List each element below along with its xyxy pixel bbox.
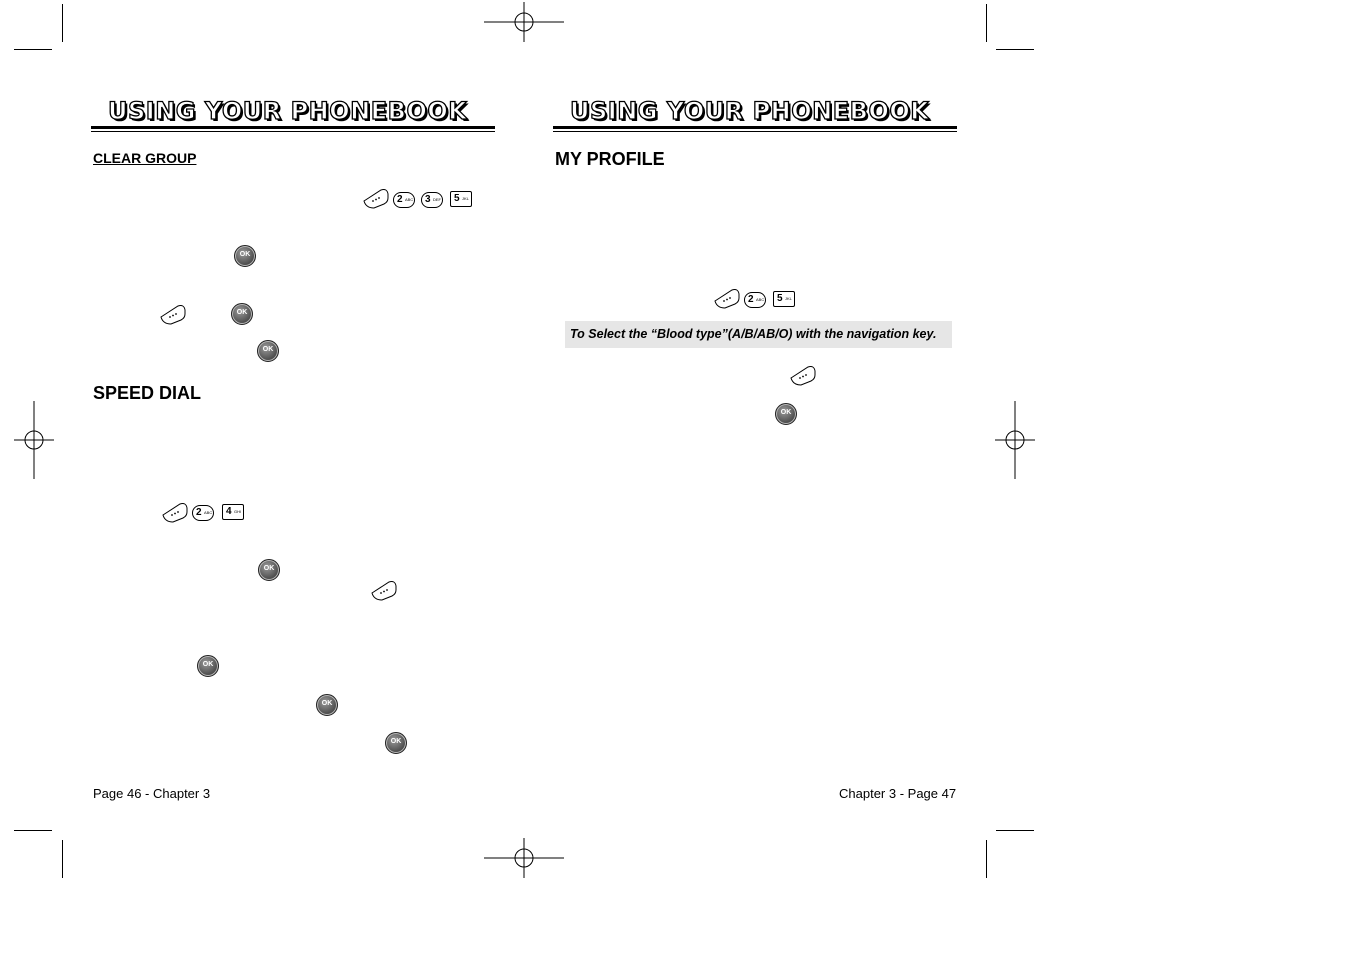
ok-key-label: OK (202, 661, 214, 668)
ok-key-icon (775, 403, 797, 425)
page-footer-right: Chapter 3 - Page 47 (839, 786, 957, 801)
key-5-label: 5 (777, 293, 783, 304)
title-rule-left-thin (91, 131, 495, 132)
key-3-letters: DEF (433, 197, 441, 202)
key-4-label: 4 (226, 506, 232, 517)
ok-key-label: OK (262, 346, 274, 353)
menu-soft-key-icon (161, 502, 189, 524)
ok-key-icon (197, 655, 219, 677)
my-profile-heading: MY PROFILE (555, 149, 665, 169)
key-3-label: 3 (425, 194, 431, 205)
title-rule-left (91, 126, 495, 129)
ok-key-icon (258, 559, 280, 581)
registration-mark-right (995, 401, 1035, 479)
ok-key-label: OK (263, 565, 275, 572)
ok-key-label: OK (236, 309, 248, 316)
registration-mark-bottom (484, 838, 564, 878)
page-title-left: USING YOUR PHONEBOOK (108, 97, 468, 125)
key-5-label: 5 (454, 193, 460, 204)
menu-soft-key-icon (370, 580, 398, 602)
key-5-icon (773, 291, 795, 307)
key-5-letters: JKL (785, 296, 792, 301)
clear-group-heading: CLEAR GROUP (93, 150, 197, 166)
key-2-icon (393, 192, 415, 208)
ok-key-label: OK (780, 409, 792, 416)
ok-key-label: OK (321, 700, 333, 707)
ok-key-label: OK (390, 738, 402, 745)
key-4-icon (222, 504, 244, 520)
key-2-label: 2 (397, 194, 403, 205)
key-2-letters: ABC (204, 510, 213, 515)
key-5-icon (450, 191, 472, 207)
key-3-icon (421, 192, 443, 208)
ok-key-icon (257, 340, 279, 362)
page-title-right: USING YOUR PHONEBOOK (570, 97, 930, 125)
menu-soft-key-icon (713, 288, 741, 310)
title-rule-right (553, 126, 957, 129)
key-4-letters: GHI (234, 509, 242, 514)
speed-dial-heading: SPEED DIAL (93, 383, 202, 403)
key-2-letters: ABC (405, 197, 414, 202)
registration-mark-top (484, 2, 564, 42)
ok-key-icon (316, 694, 338, 716)
blood-type-note: To Select the “Blood type”(A/B/AB/O) with the navigation key. (565, 321, 952, 348)
key-2-label: 2 (196, 507, 202, 518)
key-2-letters: ABC (756, 297, 765, 302)
key-2-label: 2 (748, 294, 754, 305)
key-5-letters: JKL (462, 196, 469, 201)
ok-key-icon (234, 245, 256, 267)
key-2-icon (192, 505, 214, 521)
title-rule-right-thin (553, 131, 957, 132)
registration-mark-left (14, 401, 54, 479)
menu-soft-key-icon (789, 365, 817, 387)
menu-soft-key-icon (362, 188, 390, 210)
ok-key-icon (385, 732, 407, 754)
menu-soft-key-icon (159, 304, 187, 326)
ok-key-label: OK (239, 251, 251, 258)
key-2-icon (744, 292, 766, 308)
page-footer-left: Page 46 - Chapter 3 (93, 786, 211, 801)
ok-key-icon (231, 303, 253, 325)
